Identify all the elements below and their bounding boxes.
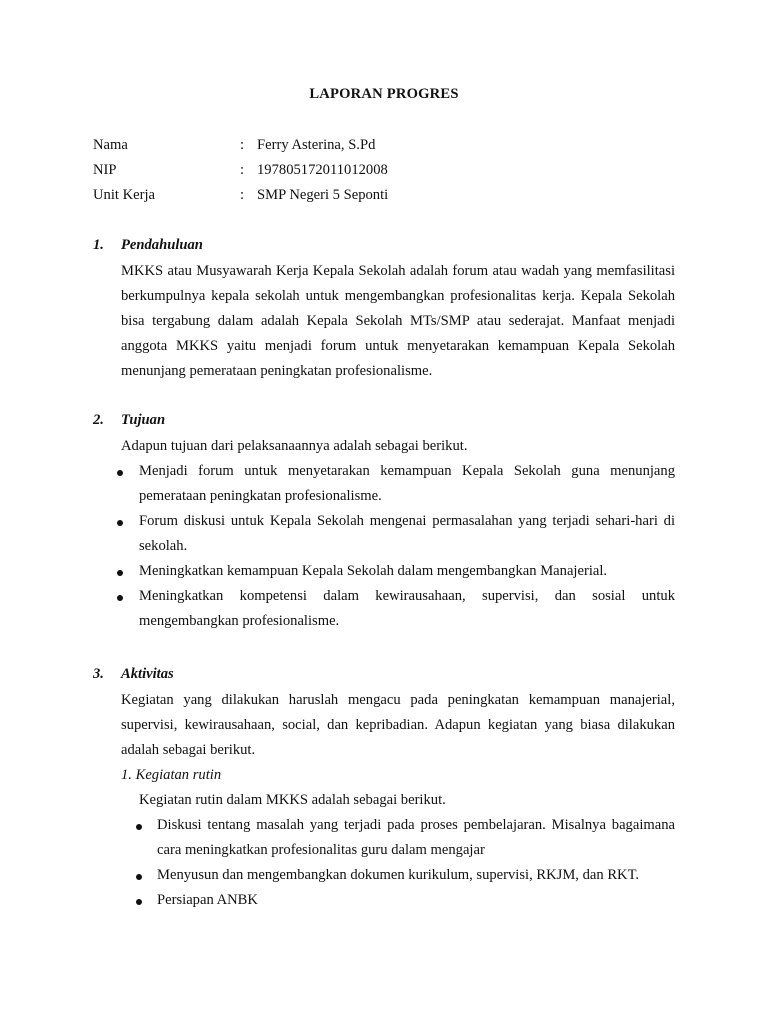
bullet-icon (117, 520, 123, 526)
list-item-text: Forum diskusi untuk Kepala Sekolah mengenai permasalahan yang terjadi sehari-hari di sekolah. (139, 513, 675, 554)
subsection-intro: Kegiatan rutin dalam MKKS adalah sebagai berikut. (139, 792, 446, 808)
list-item (93, 559, 675, 584)
subsection-heading: 1. Kegiatan rutin (121, 767, 222, 783)
info-label: Nama (93, 137, 128, 153)
info-value: 197805172011012008 (257, 162, 388, 178)
list-item (93, 863, 675, 888)
list-item-text: Diskusi tentang masalah yang terjadi pada proses pembelajaran. Misalnya bagaimana cara meningkatkan profesionalitas guru dalam mengajar (157, 817, 675, 858)
list-item-text: Persiapan ANBK (157, 892, 258, 908)
info-label: Unit Kerja (93, 187, 156, 203)
section-pendahuluan (93, 237, 675, 384)
bullet-icon (117, 595, 123, 601)
section-title: Aktivitas (121, 666, 174, 682)
section-aktivitas (93, 666, 675, 913)
list-item-text: Menyusun dan mengembangkan dokumen kurikulum, supervisi, RKJM, dan RKT. (157, 867, 640, 883)
info-colon: : (240, 187, 245, 203)
section-heading (93, 412, 675, 432)
bullet-list (93, 459, 675, 634)
section-heading (93, 237, 675, 257)
list-item-text: Meningkatkan kemampuan Kepala Sekolah dalam mengembangkan Manajerial. (139, 563, 608, 579)
list-item (93, 509, 675, 559)
section-title: Tujuan (121, 412, 166, 428)
section-tujuan (93, 412, 675, 634)
bullet-icon (136, 824, 142, 830)
document-title: LAPORAN PROGRES (309, 86, 459, 102)
section-heading (93, 666, 675, 686)
info-value: Ferry Asterina, S.Pd (257, 137, 376, 153)
info-colon: : (240, 162, 245, 178)
bullet-icon (136, 899, 142, 905)
section-title: Pendahuluan (121, 237, 203, 253)
info-row-nip (93, 162, 673, 182)
bullet-icon (117, 470, 123, 476)
section-number: 1. (93, 237, 104, 253)
list-item (93, 813, 675, 863)
list-item (93, 459, 675, 509)
sub-bullet-list (93, 813, 675, 913)
list-item (93, 888, 675, 913)
bullet-icon (136, 874, 142, 880)
section-number: 3. (93, 666, 104, 682)
info-colon: : (240, 137, 245, 153)
bullet-icon (117, 570, 123, 576)
info-label: NIP (93, 162, 117, 178)
list-item-text: Meningkatkan kompetensi dalam kewirausahaan, supervisi, dan sosial untuk mengembangkan profesionalisme. (139, 588, 675, 629)
section-paragraph: MKKS atau Musyawarah Kerja Kepala Sekolah adalah forum atau wadah yang memfasilitasi berkumpulnya kepala sekolah untuk mengembangkan profesionalitas kerja. Kepala Sekolah bisa tergabung dalam adalah Kepala Sekolah MTs/SMP atau sederajat. Manfaat menjadi anggota MKKS yaitu menjadi forum untuk menyetarakan kemampuan Kepala Sekolah menunjang pemerataan peningkatan profesionalisme. (121, 263, 675, 379)
list-item (93, 584, 675, 634)
info-row-unit-kerja (93, 187, 673, 207)
info-value: SMP Negeri 5 Seponti (257, 187, 389, 203)
list-item-text: Menjadi forum untuk menyetarakan kemampuan Kepala Sekolah guna menunjang pemerataan peningkatan profesionalisme. (139, 463, 675, 504)
section-number: 2. (93, 412, 104, 428)
section-paragraph: Kegiatan yang dilakukan haruslah mengacu pada peningkatan kemampuan manajerial, supervisi, kewirausahaan, social, dan kepribadian. Adapun kegiatan yang biasa dilakukan adalah sebagai berikut. (121, 692, 675, 758)
info-row-nama (93, 137, 673, 157)
section-intro: Adapun tujuan dari pelaksanaannya adalah sebagai berikut. (121, 438, 468, 454)
